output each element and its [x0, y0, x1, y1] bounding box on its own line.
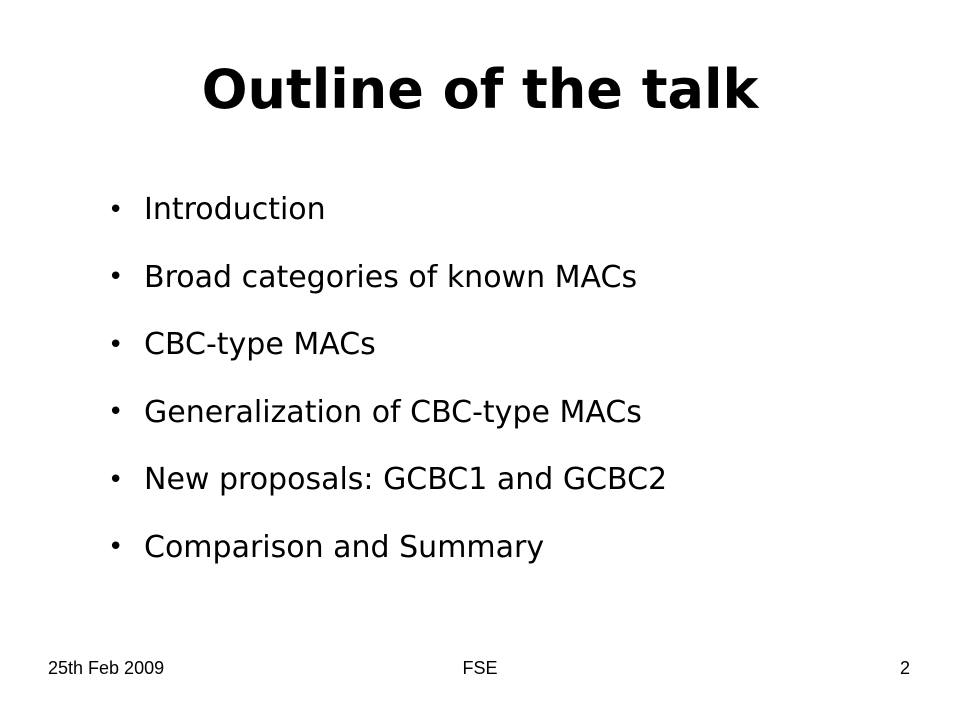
bullet-text: Generalization of CBC-type MACs — [144, 394, 642, 430]
bullet-icon: • — [108, 532, 124, 563]
footer-date: 25th Feb 2009 — [48, 658, 165, 678]
bullet-icon: • — [108, 329, 124, 360]
list-item — [108, 311, 667, 379]
bullet-icon: • — [108, 262, 124, 293]
bullet-icon: • — [108, 464, 124, 495]
slide-title: Outline of the talk — [201, 58, 759, 121]
bullet-icon: • — [108, 397, 124, 428]
bullet-text: Introduction — [144, 192, 326, 228]
bullet-text: New proposals: GCBC1 and GCBC2 — [144, 462, 668, 498]
page-number: 2 — [899, 658, 910, 678]
bullet-icon: • — [108, 194, 124, 225]
list-item — [108, 514, 667, 582]
bullet-text: Comparison and Summary — [144, 529, 545, 565]
bullet-list — [108, 176, 667, 581]
footer-event: FSE — [462, 658, 498, 678]
list-item — [108, 446, 667, 514]
bullet-text: Broad categories of known MACs — [144, 259, 638, 295]
list-item — [108, 176, 667, 244]
list-item — [108, 244, 667, 312]
list-item — [108, 379, 667, 447]
bullet-text: CBC-type MACs — [144, 327, 376, 363]
